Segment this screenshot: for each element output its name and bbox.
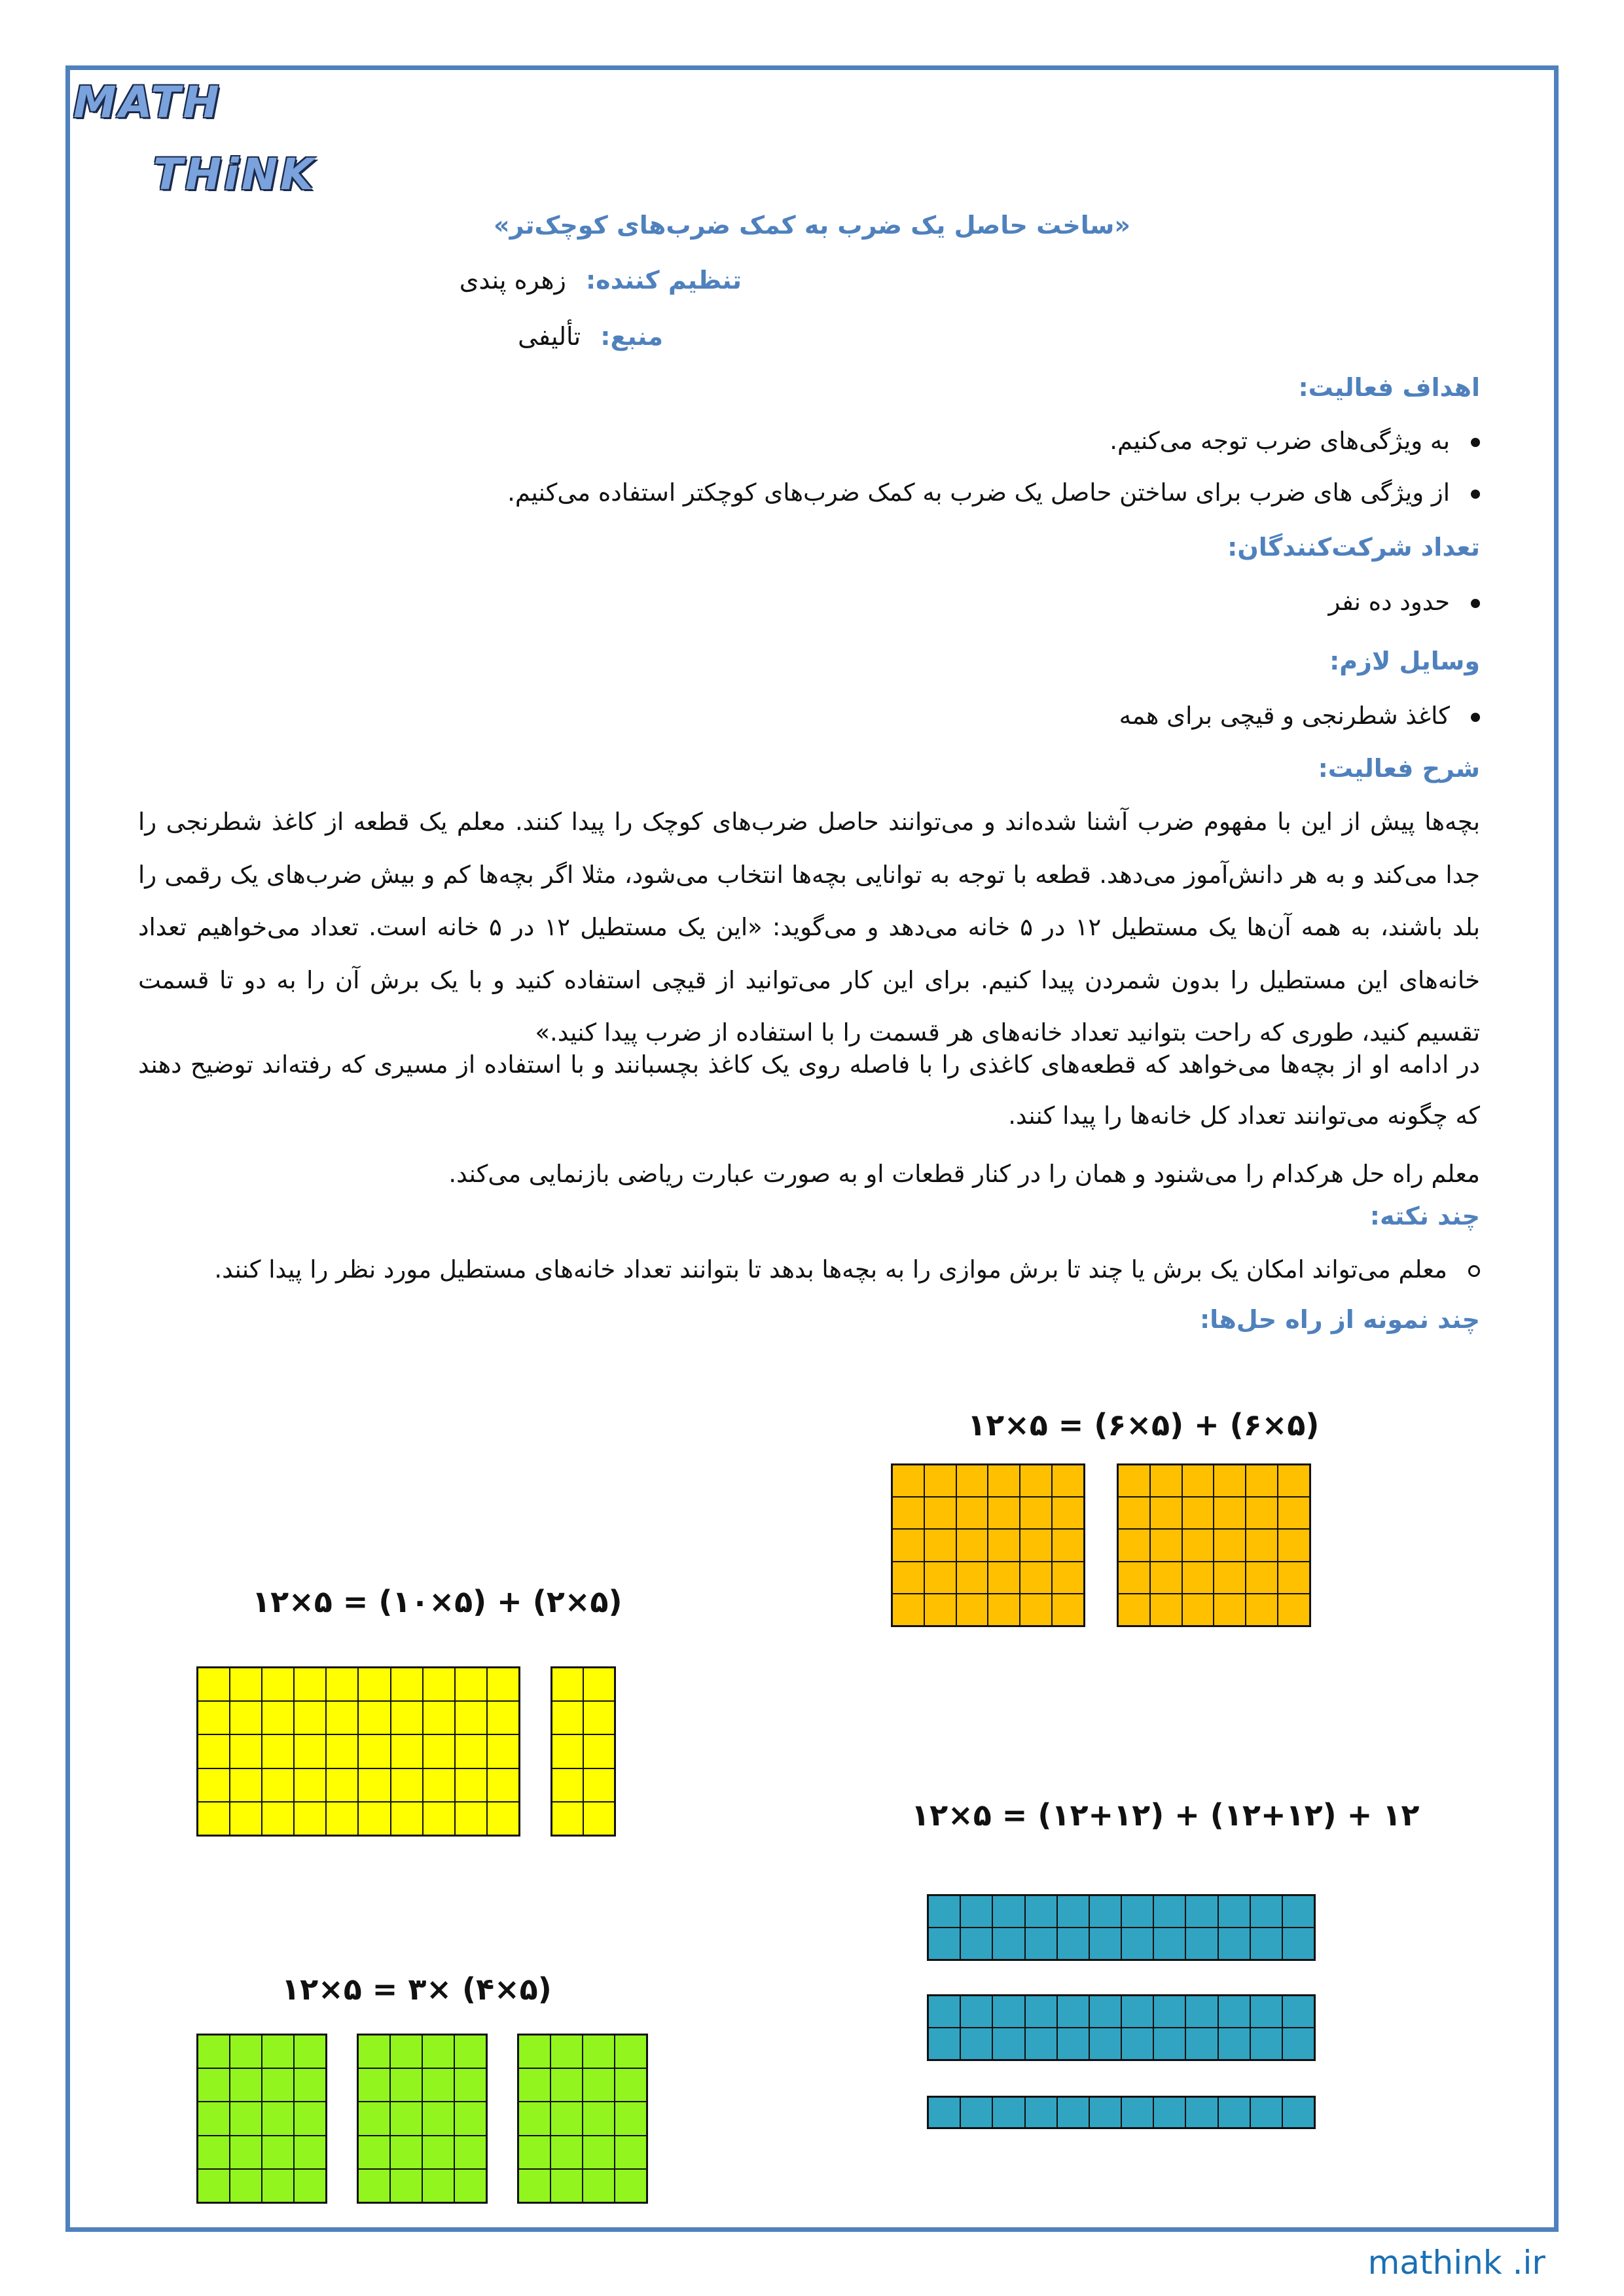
grid-cell <box>892 1465 924 1497</box>
grid-cell <box>1150 1529 1182 1561</box>
grid-cell <box>326 1768 358 1802</box>
grid-cell <box>1057 2028 1089 2060</box>
green-grid-3 <box>517 2034 648 2204</box>
grid-cell <box>1182 1594 1214 1626</box>
grid-cell <box>1246 1529 1278 1561</box>
materials-item: کاغذ شطرنجی و قیچی برای همه <box>1119 702 1480 730</box>
grid-cell <box>1153 2097 1185 2128</box>
grid-cell <box>1185 1996 1218 2028</box>
grid-cell <box>924 1562 956 1594</box>
grid-cell <box>992 1996 1024 2028</box>
grid-cell <box>294 1802 326 1835</box>
green-grid-1 <box>196 2034 327 2204</box>
grid-cell <box>518 2102 550 2135</box>
grid-cell <box>1121 2097 1153 2128</box>
grid-cell <box>1118 1529 1150 1561</box>
grid-cell <box>230 2068 262 2102</box>
grid-cell <box>1025 1895 1057 1928</box>
grid-cell <box>358 1701 390 1734</box>
grid-cell <box>1282 1996 1314 2028</box>
grid-cell <box>1025 2097 1057 2128</box>
grid-cell <box>1246 1562 1278 1594</box>
grid-cell <box>198 2169 230 2202</box>
grid-cell <box>1020 1529 1052 1561</box>
grid-cell <box>262 1734 294 1768</box>
grid-cell <box>262 2035 294 2068</box>
grid-cell <box>198 1668 230 1701</box>
grid-cell <box>1246 1465 1278 1497</box>
grid-cell <box>552 1802 583 1835</box>
grid-cell <box>487 1734 519 1768</box>
grid-cell <box>1052 1465 1084 1497</box>
grid-cell <box>390 2035 422 2068</box>
grid-cell <box>1150 1562 1182 1594</box>
grid-cell <box>956 1529 988 1561</box>
footer-site: mathink .ir <box>1367 2244 1545 2282</box>
grid-cell <box>550 2169 583 2202</box>
grid-cell <box>583 2169 615 2202</box>
grid-cell <box>956 1562 988 1594</box>
grid-cell <box>928 1895 960 1928</box>
grid-cell <box>1218 1895 1250 1928</box>
grid-cell <box>358 1768 390 1802</box>
grid-cell <box>454 2169 486 2202</box>
grid-cell <box>1153 2028 1185 2060</box>
grid-cell <box>1218 1928 1250 1960</box>
grid-cell <box>1278 1497 1310 1529</box>
grid-cell <box>455 1668 487 1701</box>
grid-cell <box>583 2102 615 2135</box>
grid-cell <box>230 2102 262 2135</box>
grid-cell <box>1218 1996 1250 2028</box>
grid-cell <box>1250 2097 1282 2128</box>
grid-cell <box>391 1734 423 1768</box>
grid-cell <box>615 2102 647 2135</box>
grid-cell <box>454 2136 486 2169</box>
participants-item: حدود ده نفر <box>1329 588 1480 616</box>
grid-cell <box>262 2102 294 2135</box>
grid-cell <box>956 1497 988 1529</box>
goals-heading: اهداف فعالیت: <box>1298 373 1480 402</box>
grid-cell <box>1020 1594 1052 1626</box>
orange-grid-right <box>1117 1463 1311 1627</box>
grid-cell <box>552 1701 583 1734</box>
grid-cell <box>615 2169 647 2202</box>
grid-cell <box>1214 1465 1246 1497</box>
grid-cell <box>1278 1465 1310 1497</box>
logo-word-think: THiNK <box>153 149 317 200</box>
grid-cell <box>1057 1895 1089 1928</box>
grid-cell <box>550 2068 583 2102</box>
equation-blue: ۱۲×۵ = (۱۲+۱۲) + (۱۲+۱۲) + ۱۲ <box>911 1797 1420 1833</box>
grid-cell <box>455 1701 487 1734</box>
grid-cell <box>294 2169 326 2202</box>
grid-cell <box>1282 1895 1314 1928</box>
grid-cell <box>423 1734 455 1768</box>
green-grid-2 <box>357 2034 488 2204</box>
grid-cell <box>230 1802 262 1835</box>
grid-cell <box>956 1465 988 1497</box>
grid-cell <box>988 1562 1020 1594</box>
grid-cell <box>1153 1996 1185 2028</box>
grid-cell <box>550 2102 583 2135</box>
grid-cell <box>1121 1996 1153 2028</box>
grid-cell <box>391 1668 423 1701</box>
grid-cell <box>583 1701 615 1734</box>
grid-cell <box>262 1802 294 1835</box>
author-line <box>460 266 742 295</box>
blue-grid-3 <box>927 2096 1316 2129</box>
grid-cell <box>294 2035 326 2068</box>
description-paragraph: بچه‌ها پیش از این با مفهوم ضرب آشنا شده‌اند و می‌توانند حاصل ضرب‌های کوچک را پیدا کنند. معلم یک قطعه از کاغذ شطرنجی را جدا می‌کند و به هر دانش‌آموز می‌دهد. قطعه با توجه به توانایی بچه‌ها انتخاب می‌شود، مثلا اگر بچه‌ها کم و بیش ضرب‌های یک رقمی را بلد باشند، به همه آن‌ها یک مستطیل ۱۲ در ۵ خانه می‌دهد و می‌گوید: «این یک مستطیل ۱۲ در ۵ خانه است. تعداد می‌خواهیم تعداد خانه‌های این مستطیل را بدون شمردن پیدا کنیم. برای این کار می‌توانید از قیچی استفاده کنید و با یک برش آن را به دو تا قسمت تقسیم کنید، طوری که راحت بتوانید تعداد خانه‌های هر قسمت را با استفاده از ضرب پیدا کنید.» <box>138 808 1481 1047</box>
yellow-grid-left <box>196 1666 520 1837</box>
circle-bullet-icon <box>1468 1265 1480 1277</box>
grid-cell <box>928 1996 960 2028</box>
grid-cell <box>358 2102 390 2135</box>
grid-cell <box>262 1701 294 1734</box>
grid-cell <box>1246 1594 1278 1626</box>
grid-cell <box>1025 1928 1057 1960</box>
description-paragraph: معلم راه حل هرکدام را می‌شنود و همان را در کنار قطعات او به صورت عبارت ریاضی بازنمایی می‌کند. <box>448 1160 1480 1188</box>
grid-cell <box>294 2068 326 2102</box>
page-title: «ساخت حاصل یک ضرب به کمک ضرب‌های کوچک‌تر» <box>494 211 1130 240</box>
grid-cell <box>358 2068 390 2102</box>
grid-cell <box>1282 1928 1314 1960</box>
grid-cell <box>326 1701 358 1734</box>
grid-cell <box>583 1734 615 1768</box>
grid-cell <box>1089 1996 1121 2028</box>
grid-cell <box>583 1802 615 1835</box>
grid-cell <box>1150 1497 1182 1529</box>
grid-cell <box>294 2136 326 2169</box>
grid-cell <box>230 2136 262 2169</box>
grid-cell <box>1020 1465 1052 1497</box>
grid-cell <box>1278 1594 1310 1626</box>
grid-cell <box>358 2169 390 2202</box>
grid-cell <box>422 2102 454 2135</box>
yellow-grid-right <box>550 1666 616 1837</box>
grid-cell <box>1089 2097 1121 2128</box>
grid-cell <box>198 2068 230 2102</box>
goal-item: از ویژگی های ضرب برای ساختن حاصل یک ضرب به کمک ضرب‌های کوچکتر استفاده می‌کنیم. <box>507 478 1480 507</box>
grid-cell <box>1121 2028 1153 2060</box>
grid-cell <box>1214 1562 1246 1594</box>
grid-cell <box>455 1802 487 1835</box>
grid-cell <box>1052 1594 1084 1626</box>
source-label: منبع: <box>600 322 663 351</box>
grid-cell <box>198 2035 230 2068</box>
grid-cell <box>928 1928 960 1960</box>
grid-cell <box>391 1768 423 1802</box>
grid-cell <box>1025 2028 1057 2060</box>
grid-cell <box>1089 1895 1121 1928</box>
grid-cell <box>294 2102 326 2135</box>
grid-cell <box>550 2035 583 2068</box>
grid-cell <box>455 1768 487 1802</box>
grid-cell <box>358 2136 390 2169</box>
grid-cell <box>1214 1497 1246 1529</box>
equation-yellow: ۱۲×۵ = (۱۰×۵) + (۲×۵) <box>252 1584 623 1619</box>
grid-cell <box>1020 1562 1052 1594</box>
grid-cell <box>552 1668 583 1701</box>
grid-cell <box>487 1668 519 1701</box>
author-value: زهره پندی <box>459 266 566 295</box>
source-value: تألیفی <box>518 322 581 351</box>
grid-cell <box>1020 1497 1052 1529</box>
grid-cell <box>924 1594 956 1626</box>
grid-cell <box>1121 1895 1153 1928</box>
grid-cell <box>454 2068 486 2102</box>
grid-cell <box>928 2097 960 2128</box>
grid-cell <box>358 2035 390 2068</box>
blue-grid-1 <box>927 1894 1316 1961</box>
grid-cell <box>1250 1928 1282 1960</box>
grid-cell <box>615 2035 647 2068</box>
grid-cell <box>391 1802 423 1835</box>
grid-cell <box>390 2068 422 2102</box>
grid-cell <box>1278 1562 1310 1594</box>
bullet-icon <box>1471 490 1480 499</box>
grid-cell <box>391 1701 423 1734</box>
grid-cell <box>198 1734 230 1768</box>
grid-cell <box>924 1529 956 1561</box>
grid-cell <box>198 2136 230 2169</box>
grid-cell <box>230 2035 262 2068</box>
grid-cell <box>326 1734 358 1768</box>
bullet-icon <box>1471 599 1480 608</box>
grid-cell <box>1057 1996 1089 2028</box>
description-heading: شرح فعالیت: <box>1318 754 1480 783</box>
grid-cell <box>1182 1497 1214 1529</box>
grid-cell <box>1250 2028 1282 2060</box>
grid-cell <box>487 1701 519 1734</box>
grid-cell <box>294 1768 326 1802</box>
grid-cell <box>1052 1562 1084 1594</box>
grid-cell <box>1150 1594 1182 1626</box>
grid-cell <box>1121 1928 1153 1960</box>
grid-cell <box>583 1768 615 1802</box>
grid-cell <box>892 1529 924 1561</box>
grid-cell <box>487 1802 519 1835</box>
grid-cell <box>1118 1497 1150 1529</box>
grid-cell <box>992 1928 1024 1960</box>
grid-cell <box>1052 1529 1084 1561</box>
grid-cell <box>1153 1895 1185 1928</box>
grid-cell <box>518 2035 550 2068</box>
grid-cell <box>960 2028 992 2060</box>
grid-cell <box>422 2035 454 2068</box>
grid-cell <box>992 1895 1024 1928</box>
grid-cell <box>390 2102 422 2135</box>
grid-cell <box>583 2068 615 2102</box>
grid-cell <box>1057 2097 1089 2128</box>
grid-cell <box>988 1594 1020 1626</box>
grid-cell <box>294 1734 326 1768</box>
grid-cell <box>1218 2028 1250 2060</box>
grid-cell <box>1246 1497 1278 1529</box>
blue-grid-2 <box>927 1994 1316 2061</box>
grid-cell <box>1282 2028 1314 2060</box>
grid-cell <box>390 2136 422 2169</box>
grid-cell <box>1150 1465 1182 1497</box>
grid-cell <box>924 1465 956 1497</box>
grid-cell <box>198 2102 230 2135</box>
grid-cell <box>1250 1996 1282 2028</box>
grid-cell <box>552 1768 583 1802</box>
grid-cell <box>1118 1594 1150 1626</box>
grid-cell <box>198 1802 230 1835</box>
orange-grid-left <box>891 1463 1085 1627</box>
equation-green: ۱۲×۵ = ۳× (۴×۵) <box>281 1971 552 2007</box>
grid-cell <box>454 2102 486 2135</box>
materials-heading: وسایل لازم: <box>1329 647 1480 675</box>
grid-cell <box>326 1802 358 1835</box>
grid-cell <box>956 1594 988 1626</box>
grid-cell <box>992 2028 1024 2060</box>
grid-cell <box>928 2028 960 2060</box>
grid-cell <box>552 1734 583 1768</box>
grid-cell <box>1182 1465 1214 1497</box>
grid-cell <box>1278 1529 1310 1561</box>
grid-cell <box>1182 1529 1214 1561</box>
grid-cell <box>455 1734 487 1768</box>
grid-cell <box>518 2136 550 2169</box>
grid-cell <box>230 1768 262 1802</box>
grid-cell <box>262 1768 294 1802</box>
grid-cell <box>198 1701 230 1734</box>
grid-cell <box>454 2035 486 2068</box>
author-label: تنظیم کننده: <box>585 266 742 295</box>
grid-cell <box>423 1802 455 1835</box>
grid-cell <box>326 1668 358 1701</box>
logo-word-math: MATH <box>73 77 222 128</box>
grid-cell <box>1057 1928 1089 1960</box>
notes-heading: چند نکته: <box>1369 1202 1480 1230</box>
grid-cell <box>960 2097 992 2128</box>
grid-cell <box>1153 1928 1185 1960</box>
grid-cell <box>487 1768 519 1802</box>
grid-cell <box>1218 2097 1250 2128</box>
grid-cell <box>1185 1928 1218 1960</box>
grid-cell <box>422 2169 454 2202</box>
grid-cell <box>262 2068 294 2102</box>
grid-cell <box>1214 1529 1246 1561</box>
grid-cell <box>423 1768 455 1802</box>
grid-cell <box>892 1562 924 1594</box>
bullet-icon <box>1471 713 1480 722</box>
goal-item: به ویژگی‌های ضرب توجه می‌کنیم. <box>1110 427 1480 455</box>
grid-cell <box>988 1497 1020 1529</box>
grid-cell <box>262 2169 294 2202</box>
bullet-icon <box>1471 438 1480 447</box>
grid-cell <box>892 1594 924 1626</box>
grid-cell <box>1118 1465 1150 1497</box>
grid-cell <box>583 1668 615 1701</box>
grid-cell <box>422 2136 454 2169</box>
grid-cell <box>358 1734 390 1768</box>
grid-cell <box>988 1465 1020 1497</box>
grid-cell <box>1250 1895 1282 1928</box>
equation-orange: ۱۲×۵ = (۶×۵) + (۶×۵) <box>967 1407 1320 1443</box>
grid-cell <box>924 1497 956 1529</box>
grid-cell <box>1185 2097 1218 2128</box>
grid-cell <box>262 2136 294 2169</box>
grid-cell <box>294 1701 326 1734</box>
note-item: معلم می‌تواند امکان یک برش یا چند تا برش موازی را به بچه‌ها بدهد تا بتوانند تعداد خانه‌های مستطیل مورد نظر را پیدا کنند. <box>214 1255 1480 1283</box>
grid-cell <box>960 1996 992 2028</box>
participants-heading: تعداد شرکت‌کنندگان: <box>1227 533 1480 562</box>
grid-cell <box>583 2136 615 2169</box>
source-line <box>518 322 663 351</box>
grid-cell <box>518 2068 550 2102</box>
grid-cell <box>1182 1562 1214 1594</box>
description-paragraph: در ادامه او از بچه‌ها می‌خواهد که قطعه‌های کاغذی را با فاصله روی یک کاغذ بچسبانند و با استفاده از مسیری که رفته‌اند توضیح دهند که چگونه می‌توانند تعداد کل خانه‌ها را پیدا کنند. <box>138 1050 1480 1130</box>
grid-cell <box>1282 2097 1314 2128</box>
grid-cell <box>960 1928 992 1960</box>
grid-cell <box>1214 1594 1246 1626</box>
grid-cell <box>988 1529 1020 1561</box>
grid-cell <box>1185 1895 1218 1928</box>
grid-cell <box>423 1668 455 1701</box>
grid-cell <box>294 1668 326 1701</box>
grid-cell <box>198 1768 230 1802</box>
grid-cell <box>960 1895 992 1928</box>
grid-cell <box>1052 1497 1084 1529</box>
grid-cell <box>615 2136 647 2169</box>
grid-cell <box>550 2136 583 2169</box>
grid-cell <box>992 2097 1024 2128</box>
grid-cell <box>230 1734 262 1768</box>
grid-cell <box>1089 2028 1121 2060</box>
grid-cell <box>1185 2028 1218 2060</box>
grid-cell <box>1118 1562 1150 1594</box>
grid-cell <box>615 2068 647 2102</box>
grid-cell <box>1089 1928 1121 1960</box>
grid-cell <box>422 2068 454 2102</box>
grid-cell <box>518 2169 550 2202</box>
grid-cell <box>892 1497 924 1529</box>
grid-cell <box>262 1668 294 1701</box>
grid-cell <box>583 2035 615 2068</box>
grid-cell <box>230 1701 262 1734</box>
grid-cell <box>230 1668 262 1701</box>
grid-cell <box>423 1701 455 1734</box>
grid-cell <box>358 1802 390 1835</box>
grid-cell <box>1025 1996 1057 2028</box>
examples-heading: چند نمونه از راه حل‌ها: <box>1199 1305 1480 1334</box>
grid-cell <box>358 1668 390 1701</box>
grid-cell <box>230 2169 262 2202</box>
mathink-logo <box>73 77 335 208</box>
grid-cell <box>390 2169 422 2202</box>
